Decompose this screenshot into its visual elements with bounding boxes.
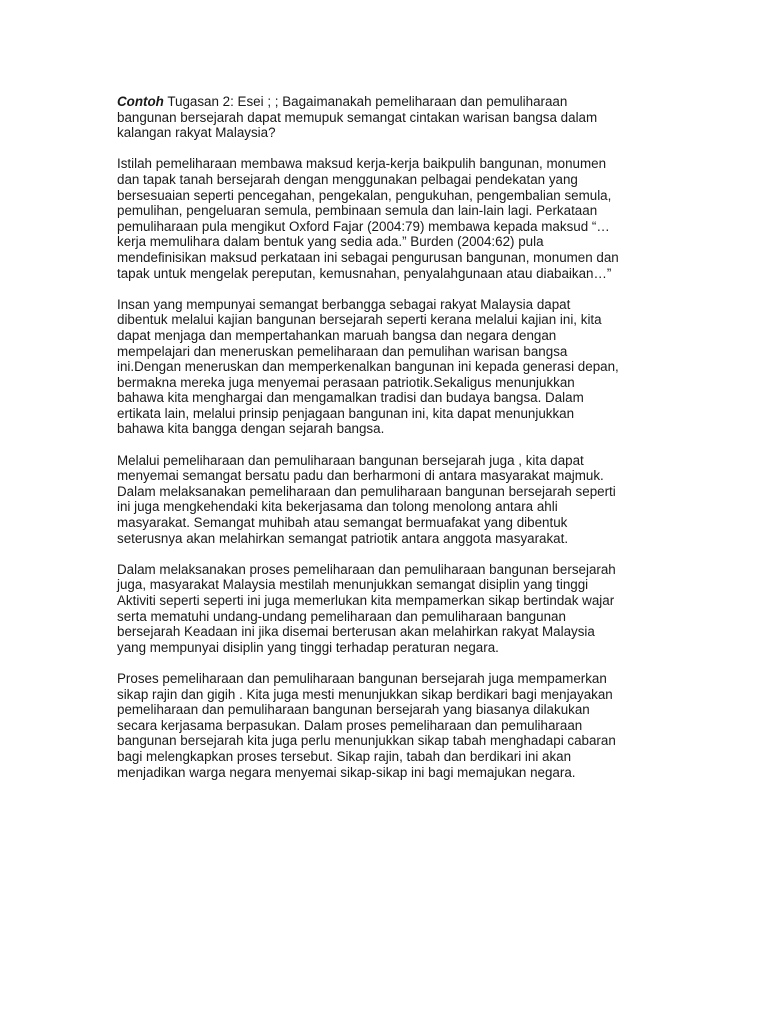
paragraph-line: menjadikan warga negara menyemai sikap-sikap ini bagi memajukan negara. <box>117 764 576 780</box>
paragraph-line: tapak untuk mengelak pereputan, kemusnahan, penyalahgunaan atau diabaikan…” <box>117 265 612 281</box>
title-line: kalangan rakyat Malaysia? <box>117 125 276 141</box>
paragraph-line: ini juga mengkehendaki kita bekerjasama dan tolong menolong antara ahli <box>117 499 558 515</box>
paragraph <box>117 562 657 656</box>
title-line-text: Tugasan 2: Esei ; ; Bagaimanakah pemeliharaan dan pemuliharaan <box>163 94 568 109</box>
document-title <box>117 94 657 141</box>
paragraph-line: kerja memulihara dalam bentuk yang sedia ada.” Burden (2004:62) pula <box>117 234 544 250</box>
paragraph-line: sikap rajin dan gigih . Kita juga mesti menunjukkan sikap berdikari bagi menjayakan <box>117 686 613 702</box>
paragraph-line: serta mematuhi undang-undang pemeliharaan dan pemuliharaan bangunan <box>117 608 566 624</box>
paragraph-line: bagi melengkapkan proses tersebut. Sikap rajin, tabah dan berdikari ini akan <box>117 748 572 764</box>
title-line <box>117 94 657 110</box>
paragraph <box>117 297 657 437</box>
paragraph-line: bahawa kita bangga dengan sejarah bangsa. <box>117 421 385 437</box>
paragraph-line: pemuliharaan pula mengikut Oxford Fajar (2004:79) membawa kepada maksud “… <box>117 218 610 234</box>
paragraph-line: mempelajari dan meneruskan pemeliharaan dan pemulihan warisan bangsa <box>117 343 568 359</box>
paragraph-line: ini.Dengan meneruskan dan memperkenalkan bangunan ini kepada generasi depan, <box>117 359 619 375</box>
paragraph-line: ertikata lain, melalui prinsip penjagaan bangunan ini, kita dapat menunjukkan <box>117 405 575 421</box>
paragraph <box>117 453 657 547</box>
paragraph-line: pemulihan, pengeluaran semula, pembinaan semula dan lain-lain lagi. Perkataan <box>117 203 598 219</box>
paragraph <box>117 156 657 281</box>
paragraph-line: bahawa kita menghargai dan mengamalkan tradisi dan budaya bangsa. Dalam <box>117 390 584 406</box>
paragraph-line: juga, masyarakat Malaysia mestilah menunjukkan semangat disiplin yang tinggi <box>117 577 589 593</box>
paragraph-line: dan tapak tanah bersejarah dengan menggunakan pelbagai pendekatan yang <box>117 171 578 187</box>
paragraph-line: Proses pemeliharaan dan pemuliharaan bangunan bersejarah juga mempamerkan <box>117 670 607 686</box>
paragraph-line: bermakna mereka juga menyemai perasaan patriotik.Sekaligus menunjukkan <box>117 374 575 390</box>
paragraph-line: dapat menjaga dan mempertahankan maruah bangsa dan negara dengan <box>117 327 557 343</box>
document-body <box>117 156 657 780</box>
paragraph <box>117 671 657 780</box>
paragraph-line: masyarakat. Semangat muhibah atau semangat bermuafakat yang dibentuk <box>117 515 568 531</box>
paragraph-line: Dalam melaksanakan proses pemeliharaan dan pemuliharaan bangunan bersejarah <box>117 561 616 577</box>
paragraph-line: Dalam melaksanakan pemeliharaan dan pemuliharaan bangunan bersejarah seperti <box>117 483 616 499</box>
paragraph-line: Insan yang mempunyai semangat berbangga sebagai rakyat Malaysia dapat <box>117 296 571 312</box>
paragraph-line: mendefinisikan maksud perkataan ini sebagai pengurusan bangunan, monumen dan <box>117 249 619 265</box>
paragraph-line: bersejarah Keadaan ini jika disemai berterusan akan melahirkan rakyat Malaysia <box>117 624 595 640</box>
document-page <box>117 94 657 796</box>
paragraph-line: pemeliharaan dan pemuliharaan bangunan bersejarah yang biasanya dilakukan <box>117 702 590 718</box>
paragraph-line: menyemai semangat bersatu padu dan berharmoni di antara masyarakat majmuk. <box>117 468 604 484</box>
title-lead: Contoh <box>117 94 164 109</box>
paragraph-line: Aktiviti seperti seperti ini juga memerlukan kita mempamerkan sikap bertindak wajar <box>117 593 615 608</box>
paragraph-line: Istilah pemeliharaan membawa maksud kerja-kerja baikpulih bangunan, monumen <box>117 156 607 172</box>
paragraph-line: secara kerjasama berpasukan. Dalam proses pemeliharaan dan pemuliharaan <box>117 717 583 733</box>
paragraph-line: seterusnya akan melahirkan semangat patriotik antara anggota masyarakat. <box>117 530 569 546</box>
paragraph-line: yang mempunyai disiplin yang tinggi terhadap peraturan negara. <box>117 639 499 655</box>
paragraph-line: bersesuaian seperti pencegahan, pengekalan, pengukuhan, pengembalian semula, <box>117 187 612 203</box>
paragraph-line: dibentuk melalui kajian bangunan bersejarah seperti kerana melalui kajian ini, kita <box>117 312 602 328</box>
paragraph-line: Melalui pemeliharaan dan pemuliharaan bangunan bersejarah juga , kita dapat <box>117 452 584 468</box>
title-line: bangunan bersejarah dapat memupuk semangat cintakan warisan bangsa dalam <box>117 109 598 125</box>
paragraph-line: bangunan bersejarah kita juga perlu menunjukkan sikap tabah menghadapi cabaran <box>117 733 616 749</box>
